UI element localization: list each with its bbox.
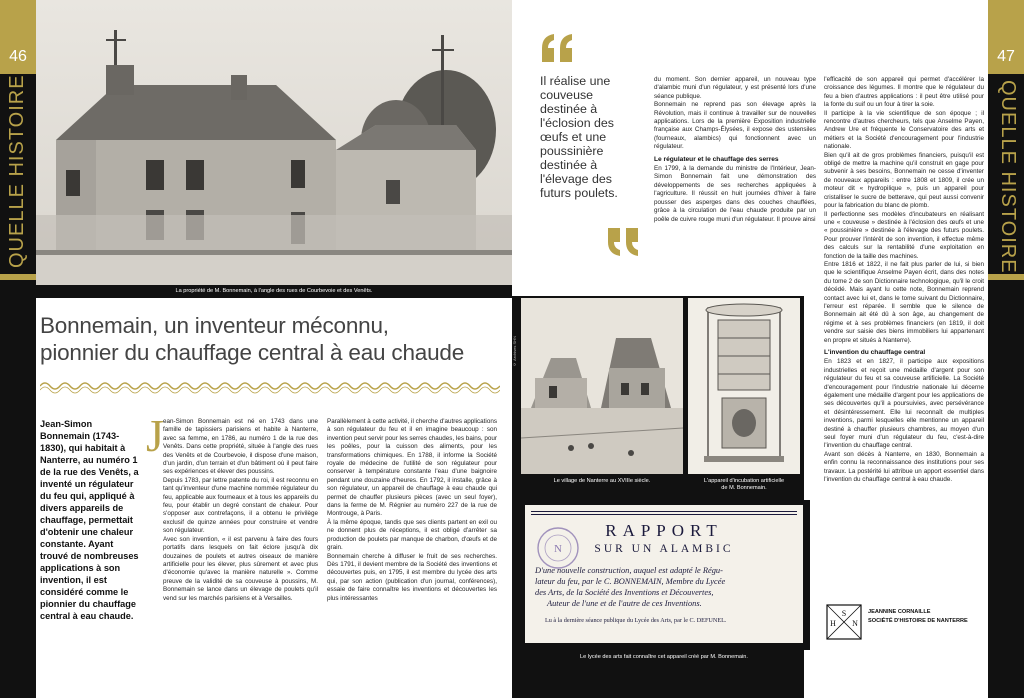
rapport-document [525,505,803,643]
section-heading-chauffage: L'invention du chauffage central [824,349,926,356]
rubric-right: QUELLE HISTOIRE [997,80,1019,274]
svg-text:S: S [841,609,847,618]
col3-paragraph: Bonnemain ne reprend pas son élevage après la Révolution, mais il continue à travailler sur de nouvelles applications. Lors de la première Exposition industrielle française aux Champs-Élysées, il expose des ustensiles (fourneaux, alambics) qui fonctionnent avec un régulateur. [654,101,816,151]
svg-text:H: H [830,619,836,628]
village-caption: Le village de Nanterre au XVIIIe siècle. [553,478,651,484]
rapport-footer: Lu à la dernière séance publique du Lycée des Arts, par le C. DEFUNEL. [545,617,727,624]
archive-credit: © Archives SHN [512,336,517,367]
author-name: JEANNINE CORNAILLE [868,609,931,615]
house-photo-frame [36,0,512,298]
col4-paragraph: l'efficacité de son appareil qui permet d'accélérer la croissance des légumes. Il montre que le régulateur du feu a bien d'autres applications : il peut être utilisé pour la fonte du suif ou un four à tirer la soie. [824,76,984,109]
rubric-left: QUELLE HISTOIRE [6,74,28,268]
col4-paragraph: Avant son décès à Nanterre, en 1830, Bonnemain a enfin connu la reconnaissance des institutions pour ses travaux. La postérité lui attribue un apport essentiel dans l'invention du chauffage central à eau chaude. [824,450,984,484]
article-column-2 [327,418,497,690]
col4-paragraph: Bien qu'il ait de gros problèmes financiers, puisqu'il est obligé de mettre la machine qu'il construit en gage pour subvenir à ses besoins, Bonnemain ne cesse d'inventer de nouveaux appareils : entre 1808 et 1809, il crée un moteur dit « hydropilique », puis un appareil pour cristalliser le sucre de betterave, qui peut aussi convenir pour la fabrication du blanc de plomb. [824,151,984,210]
article-column-3 [654,76,816,298]
shn-logo-icon [826,604,862,640]
col4-paragraph: Il participe à la vie scientifique de son époque ; il rencontre d'autres chercheurs, tels que Anselme Payen, Andrew Ure et fréquente le Conservatoire des arts et métiers et la Société d'encouragement pour l'industrie nationale. [824,109,984,151]
col1-paragraph: Depuis 1783, par lettre patente du roi, il est reconnu en tant qu'inventeur d'une machine nommée régulateur du feu, applicable aux fourneaux et à tous les appareils du feu, pour établir un degré constant de chaleur. Pour s'opposer aux contrefaçons, il a obtenu le privilège exclusif de quinze années pour construire et vendre son régulateur. [163,476,318,535]
col4-paragraph: Il perfectionne ses modèles d'incubateurs en réalisant une « couveuse » destinée à l'éclosion des œufs et une « poussinière » destinée à l'élevage des futurs poulets. Pour prouver l'intérêt de son invention, il effectue même des calculs sur la rentabilité d'une exploitation en fonction de la taille des machines. [824,210,984,260]
col1-paragraph: ean-Simon Bonnemain est né en 1743 dans une famille de tapissiers parisiens et habite à Nanterre, avec sa femme, en 1786, au numéro 1 de la rue des Venêts. Dans cette propriété, située à l'angle des rues des Venêts et de Courbevoie, il dispose d'une maison, d'un jardin, d'un terrain et d'un bâtiment où il peut faire ses expériences et élever des poussins. [163,418,318,476]
rapport-caption: Le lycée des arts fait connaître cet appareil créé par M. Bonnemain. [580,654,748,660]
pull-quote: Il réalise une couveuse destinée à l'éclosion des œufs et une poussinière destinée à l'élevage des futurs poulets. [540,74,618,200]
col2-paragraph: À la même époque, tandis que ses clients partent en exil ou ne donnent plus de réceptions, il est obligé d'arrêter sa production de poulets par manque de charbon, d'œufs et de grain. [327,518,497,552]
decorative-wave [40,378,500,394]
rapport-subheading: SUR UN ALAMBIC [594,543,734,555]
article-column-1 [163,418,318,690]
col1-paragraph: Avec son invention, « il est parvenu à faire des fours portatifs dans lesquels on fait éclore jusqu'à dix douzaines de poulets et autres oiseaux de manière artificielle pour les élever, plus sûrement et avec plus d'économie qu'avec la manière naturelle ». Comme preuve de la validité de sa couveuse à poussins, M. Bonnemain se lance dans un élevage de poulets qu'il vend sur les marchés parisiens et à Versailles. [163,535,318,602]
rapport-line: lateur du feu, par le C. BONNEMAIN, Membre du Lycée [535,577,726,586]
signature-block [868,608,968,626]
stamp-letter: N [554,543,562,555]
col2-paragraph: Bonnemain cherche à diffuser le fruit de ses recherches. Dès 1791, il devient membre de la Société des inventions et découvertes puis, en 1795, il est membre du lycée des arts qui, par son action (publication d'un journal, conférences), essaie de faire connaître les inventions et découvertes les plus intéressantes [327,552,497,602]
village-engraving [521,298,683,474]
rapport-document-frame [518,500,810,650]
svg-text:N: N [852,619,858,628]
rapport-line: D'une nouvelle construction, auquel est adapté le Régu- [535,566,723,575]
incubator-caption-line-1: L'appareil d'incubation artificielle [703,478,785,484]
lead-paragraph: Jean-Simon Bonnemain (1743-1830), qui habitait à Nanterre, au numéro 1 de la rue des Venêts, a inventé un régulateur du feu qui, appliqué à divers appareils de chauffage, permettait d'obtenir une chaleur constante. Ayant trouvé de nombreuses applications à son invention, il est considéré comme le pionnier du chauffage central à eau chaude. [40,419,139,621]
page-number-right: 47 [997,48,1015,65]
article-title [40,312,500,366]
article-column-4 [824,76,984,602]
col4-paragraph: Entre 1816 et 1822, il ne fait plus parler de lui, si bien que le scientifique Anselme Payen écrit, dans des notes du tome 2 de son Dictionnaire technologique, qu'il le croit décédé. Mais ayant lu cette note, Bonnemain reprend contact avec lui et, dans le tome suivant du Dictionnaire, l'erreur est réparée. Il semble que le silence de Bonnemain ait été dû à son âge, au changement de régime et à ses problèmes financiers (en 1819, il doit vendre sur saisie des biens immobiliers lui appartenant en propre et situés à Nanterre). [824,260,984,344]
rapport-line: des Arts, de la Société des Inventions et Découvertes, [535,588,714,597]
incubator-caption-line-2: de M. Bonnemain. [721,485,767,491]
rapport-rule [531,511,797,515]
close-quote-icon [604,226,640,258]
left-black-tab [0,280,36,698]
col4-paragraph: En 1823 et en 1827, il participe aux expositions industrielles et reçoit une médaille d'argent pour son régulateur du feu et sa couveuse artificielle. La Société d'encouragement pour l'industrie nationale lui décerne également une médaille d'argent pour les applications de ses découvertes qu'il a poursuivies, avec persévérance et désintéressement. Elle lui reconnaît de multiples inventions, parmi lesquelles elle mentionne un appareil destiné à chauffer plusieurs chambres, au moyen d'un seul foyer muni d'un régulateur du feu, c'est-à-dire l'invention du chauffage central. [824,358,984,450]
drop-cap: J [146,410,164,461]
col3-paragraph: du moment. Son dernier appareil, un nouveau type d'alambic muni d'un régulateur, y est présenté lors d'une séance publique. [654,76,816,100]
section-heading-serres: Le régulateur et le chauffage des serres [654,155,779,163]
incubator-caption [688,478,800,492]
incubator-engraving [688,298,800,474]
open-quote-icon [540,32,576,64]
rapport-heading: RAPPORT [605,521,723,540]
right-black-tab [988,280,1024,698]
col2-paragraph: Parallèlement à cette activité, il cherche d'autres applications à son régulateur du feu et il en imagine beaucoup : son invention peut servir pour les serres chaudes, les bains, pour les poêles, pour la cuisson des aliments, pour les transformations chimiques. En 1788, il informe la Société royale de médecine de l'utilité de son régulateur pour conserver à température constante l'eau d'une baignoire pendant une douzaine d'heures. En 1792, il installe, grâce à son régulateur, un appareil de chauffage à eau chaude qui permet de chauffer plusieurs pièces (avec un seul foyer), dans la ferme de M. Régnier au numéro 227 de la rue de Montrouge, à Paris. [327,418,497,518]
author-organization: SOCIÉTÉ D'HISTOIRE DE NANTERRE [868,618,968,624]
title-line-2: pionnier du chauffage central à eau chaude [40,340,465,365]
rapport-body [535,565,797,609]
house-photo-caption: La propriété de M. Bonnemain, à l'angle des rues de Courbevoie et des Venêts. [175,288,373,294]
rapport-line: Auteur de l'une et de l'autre de ces Inventions. [547,599,702,608]
page-number-left: 46 [9,48,27,65]
title-line-1: Bonnemain, un inventeur méconnu, [40,313,389,338]
col3-paragraph: En 1799, à la demande du ministre de l'Intérieur, Jean-Simon Bonnemain fait une démonstration des développements de ses recherches appliquées à l'agriculture. Il réussit en huit journées d'hiver à faire pousser des asperges dans des couches chauffées, grâce à la circulation de l'eau chaude produite par un poêle de cuivre rouge muni d'un régulateur. Il prouve ainsi [654,165,816,223]
house-photo [36,0,512,285]
